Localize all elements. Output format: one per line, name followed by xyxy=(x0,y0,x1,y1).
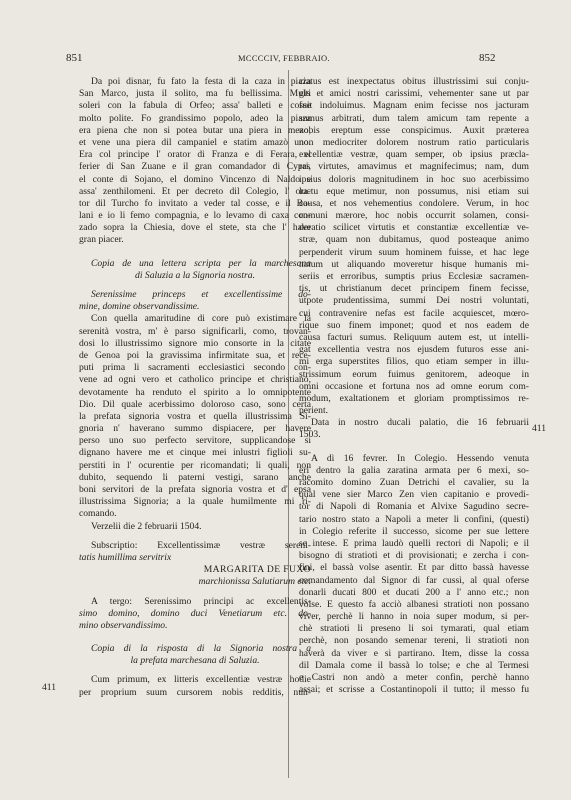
text-line: racomito domino Zuan Detrichi el cavalier, su la xyxy=(299,477,529,488)
paragraph-gap xyxy=(79,247,311,258)
text-line: strissimum eorum fuimus genitorem, adeoque in xyxy=(299,368,529,380)
text-line: gis et amici nostri carissimi, vehementer sane ut par xyxy=(299,88,529,100)
text-line: comando. xyxy=(79,508,117,520)
running-header xyxy=(0,52,571,66)
text-line: devotamente ha renduto el spirito a lo omnipotente xyxy=(79,386,311,398)
text-line: gat excellentia vestra nos ejusdem futuros esse ani- xyxy=(299,344,529,356)
paragraph-gap xyxy=(79,533,311,540)
text-line: Era col principe l' orator di Franza e di Ferara, el xyxy=(79,149,311,161)
text-line: illustrissima Signoria; a la quale humilmente mi ri- xyxy=(79,496,311,508)
text-line: dosi lo illustrissimo signore mio consorte in la citate xyxy=(79,337,311,349)
text-line: ras virtutes, amavimus et magnifecimus; nam, dum xyxy=(299,161,529,173)
paragraph-gap xyxy=(79,282,311,289)
text-line: fini, el bassà volse asentir. Et par ditto bassà havesse xyxy=(299,562,529,574)
text-line: et vene una piera dil campaniel e statim amazò uno. xyxy=(79,136,311,148)
text-line: modum, exaltationem et gloriam promptissimos re- xyxy=(299,392,529,404)
page-number-left: 851 xyxy=(66,52,83,64)
text-line: qual vene sier Marco Zen vien capitanio e provedi- xyxy=(299,489,529,501)
text-line: gran piacer. xyxy=(79,234,124,246)
text-line: la prefata marchesana di Saluzia. xyxy=(130,655,260,667)
text-line: mine, domine observandissime. xyxy=(79,301,200,313)
text-line: ciatus est inexpectatus obitus illustrissimi sui conju- xyxy=(299,76,529,87)
text-line: Verzelii die 2 februarii 1504. xyxy=(91,520,202,532)
text-line: 1503. xyxy=(299,429,321,441)
text-line: chè stratioti li preseno li soi tymarati, qual etiam xyxy=(299,623,529,635)
margin-folio-left: 411 xyxy=(42,682,57,693)
text-line: gnoria n' haverano summo dispiacere, per havere xyxy=(79,423,311,435)
text-line: viver, perchè li hanno in noia super modum, si per- xyxy=(299,611,529,623)
text-line: la prefata signoria vostra et quella illustrissima Si- xyxy=(79,410,311,422)
text-line: eri dentro la galia zaratina armata per 6 mexi, so- xyxy=(299,464,529,476)
text-line: per proprium suum cursorem nobis redditis, nun- xyxy=(79,686,311,698)
text-line: rique suo finem imponet; quod et nos eadem de xyxy=(299,319,529,331)
text-line: nobis ereptum esse conspicimus. Auxit præterea xyxy=(299,124,529,136)
text-line: perchè, non posando semenar tereni, li stratioti non xyxy=(299,635,529,647)
page-number-right: 852 xyxy=(479,52,496,64)
paragraph-gap xyxy=(299,442,529,453)
text-line: Serenissime princeps et excellentissime do- xyxy=(91,289,311,300)
text-line: Da poi disnar, fu fato la festa di la caza in piaza xyxy=(91,76,311,87)
text-line: puti prima li sacramenti ecclesiastici secondo con- xyxy=(79,362,311,374)
text-line: natum ut aliquando moveretur hisque humanis mi- xyxy=(299,258,529,270)
text-line: Con quella amaritudine di core può existimare la xyxy=(91,313,311,325)
text-line: dubito, sequendo li paterni vestigi, sarano anche xyxy=(79,471,311,483)
paragraph-gap xyxy=(79,589,311,596)
text-line: di Saluzia a la Signoria nostra. xyxy=(135,269,255,281)
text-line: vene ad ogni vero et catholico principe et christiano, xyxy=(79,374,311,386)
text-line: stræ, quam non dubitamus, quod posteaque animo xyxy=(299,234,529,246)
text-line: de Genoa poi la gravissima infirmitate sua, et rece- xyxy=(79,349,311,361)
text-line: e Castri non andò a meter confin, perchè hanno xyxy=(299,672,529,683)
text-line: San Marco, justa il solito, ma fu bellissima. Multi xyxy=(79,88,311,100)
text-line: A dì 16 fevrer. In Colegio. Hessendo venuta xyxy=(311,452,529,464)
text-line: molto polite. Fo grandissimo popolo, adeo la piaza xyxy=(79,112,311,124)
text-line: simo domino, domino duci Venetiarum etc. do- xyxy=(79,607,311,619)
text-line: omni occasione et fortuna nos ad omne eorum com- xyxy=(299,380,529,392)
text-line: perso uno suo perfecto servitore, supplicandose si xyxy=(79,435,311,447)
text-line: tor di Napoli di Romania et Alvixe Sagudino secre- xyxy=(299,501,529,513)
text-line: assa' zenthilomeni. Et per decreto dil Colegio, l' ora- xyxy=(79,185,311,197)
text-line: Copia di la risposta di la Signoria nostra a xyxy=(91,643,311,655)
text-line: Copia de una lettera scripta per la marchesana xyxy=(91,257,311,269)
text-line: causa, et nos vehementius condolere. Verum, in hoc xyxy=(299,197,529,209)
margin-folio-right: 411 xyxy=(532,423,547,434)
text-line: perstiti in l' ocurentie per ricomandati; li quali, non xyxy=(79,459,311,471)
text-line: tario nostro stato a Napoli a meter li confini, (questi) xyxy=(299,513,529,525)
text-line: ferier di San Zuane e il gran comandador di Cypri, xyxy=(79,161,311,173)
text-line: A tergo: Serenissimo principi ac excellentis- xyxy=(91,595,311,607)
text-line: cui contravenire nefas est facile acquiescet, mœro- xyxy=(299,307,529,319)
text-line: tatis humillima servitrix xyxy=(79,551,172,563)
text-line: haverà da viver e si partirano. Item, disse la cossa xyxy=(299,647,529,659)
text-line: fuit indoluimus. Magnam enim fecisse nos jacturam xyxy=(299,100,529,112)
left-text-column xyxy=(79,76,311,699)
text-line: donarli ducati 800 et ducati 200 a l' anno etc.; non xyxy=(299,586,529,598)
text-line: Dio. Dil quale acerbissimo doloroso caso, sono certa xyxy=(79,398,311,410)
text-line: marchionissa Salutiarum etc. xyxy=(198,576,311,588)
paragraph-gap xyxy=(79,632,311,643)
text-line: utpote prudentissima, summi Dei nostri voluntati, xyxy=(299,295,529,307)
text-line: comandamento dal Signor di far cussì, al qual oferse xyxy=(299,574,529,586)
text-line: causa facturi sumus. Reliquum autem est, ut intelli- xyxy=(299,331,529,343)
right-text-column xyxy=(299,76,529,696)
text-line: luctu eque metimur, non possumus, nisi etiam sui xyxy=(299,185,529,197)
text-line: tis, ut christianum decet principem finem fecisse, xyxy=(299,283,529,295)
text-line: serenità vostra, m' è parso significarli, como, trovan- xyxy=(79,325,311,337)
text-line: zado sopra la Chiesia, dove el stete, sta che l' have xyxy=(79,222,311,234)
text-line: era piena che non si potea butar una piera in mezo, xyxy=(79,124,311,136)
text-line: Subscriptio: Excellentissimæ vestræ sereni- xyxy=(91,539,311,551)
paragraph-gap xyxy=(79,667,311,674)
text-line: boni servitori de la prefata signoria vostra et d' epsa xyxy=(79,484,311,495)
text-line: se intese. E prima laudò quelli rectori di Napoli; e il xyxy=(299,537,529,549)
text-line: assai; et scrisse a Costantinopoli il tutto; il messo fu xyxy=(299,684,529,696)
text-line: Cum primum, ex litteris excellentiæ vestræ hodie xyxy=(91,674,311,686)
text-line: soleri con la fabula di Orfeo; assa' balleti e cosse xyxy=(79,100,311,112)
text-line: non mediocriter dolorem nostrum ratio particularis xyxy=(299,136,529,148)
text-line: dil Damala come il bassà lo tolse; e che al Termesi xyxy=(299,659,529,671)
text-line: tor dil Turcho fo invitato a veder tal cosse, e il Bo- xyxy=(79,197,311,209)
text-line: el conte di Sojano, el domino Vincenzo di Naldo e xyxy=(79,173,311,185)
text-line: mi erga superstites filios, quo etiam semper in illu- xyxy=(299,356,529,368)
text-line: Data in nostro ducali palatio, die 16 februarii xyxy=(311,417,529,429)
text-line: comuni mærore, hoc nobis occurrit solamen, consi- xyxy=(299,210,529,222)
text-line: excellentiæ vestræ, quam semper, ob ipsius præcla- xyxy=(299,149,529,161)
text-line: seriis et erroribus, sumptis prius Ecclesiæ sacramen- xyxy=(299,271,529,282)
text-line: bisogno di stratioti et di provisionati; e zercha i con- xyxy=(299,550,529,562)
text-line: in Colegio referite il successo, sicome per sue lettere xyxy=(299,525,529,537)
text-line: perient. xyxy=(299,405,329,417)
text-line: ipsius doloris magnitudinem in hoc suo acerbissimo xyxy=(299,173,529,185)
running-title: MCCCCIV, FEBBRAIO. xyxy=(238,53,330,63)
text-line: dignano havere me et cinque mei inlustri figlioli su- xyxy=(79,447,311,459)
text-line: lani e io li femo compagnia, e lo levamo di caxa con- xyxy=(79,210,311,222)
text-line: perpenderit virum suum hominem fuisse, et hac lege xyxy=(299,246,529,258)
text-line: sumus arbitrati, dum talem amicum tam repente a xyxy=(299,112,529,124)
text-line: deratio scilicet virtutis et constantiæ excellentiæ ve- xyxy=(299,222,529,234)
text-line: MARGARITA DE FUXO xyxy=(203,564,311,576)
text-line: volse. E questo fa acciò albanesi stratioti non possano xyxy=(299,598,529,610)
text-line: mino observandissimo. xyxy=(79,619,168,631)
